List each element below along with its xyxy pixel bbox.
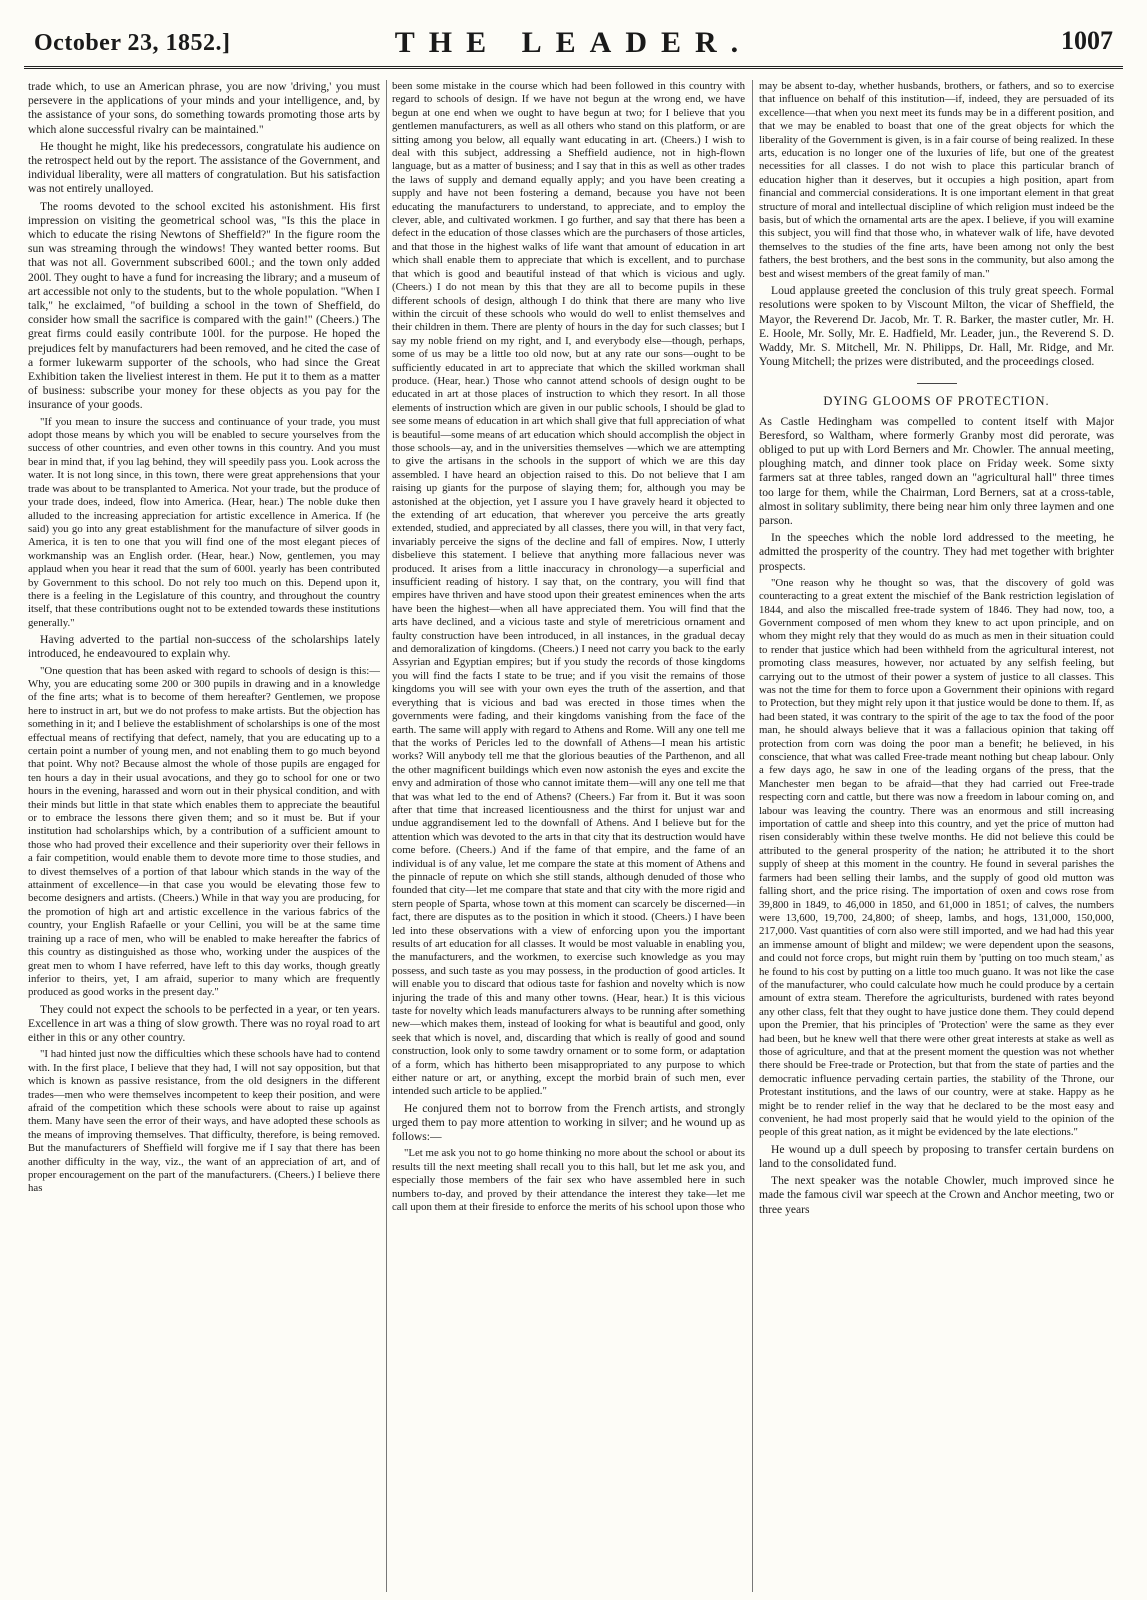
quoted-paragraph: "Let me ask you not to go home thinking no more about the school or about its results till the next meeting shall recall you to this hall, but let me ask you, and especially those members of the fair sex who have assembled here in such numbers to-day, and proved by their attendance the interest they take—let me call upon them at their fireside to enforce the merits of his school upon those who bbox=[392, 1147, 745, 1214]
newspaper-title: THE LEADER. bbox=[394, 26, 753, 59]
paragraph: He thought he might, like his predecessors, congratulate his audience on the retrospect held out by the report. The assistance of the Government, and individual liberality, were all matters of congratulation. But his satisfaction was not entirely unalloyed. bbox=[28, 139, 380, 196]
quoted-paragraph: "If you mean to insure the success and continuance of your trade, you must adopt those means by which you will be enabled to secure yourselves from the success of other countries, and even other towns in this country. And you must bear in mind that, if you lag behind, they will speedily pass you. Look across the water. It is not long since, in this town, there were great apprehensions that your trade was about to be transplanted to America. Not your trade, but the produce of your trade does, indeed, flow into America. (Hear, hear.) The noble duke then alluded to the increasing appreciation for artistic excellence in America. If (he said) you go into any great establishment for the manufacture of silver goods in America, it is ten to one that you will find one of the most elegant pieces of workmanship was an English order. (Hear, hear.) Now, gentlemen, you may applaud when you hear it read that the sum of 600l. yearly has been contributed by Government to this school. Do not rely too much on this. Depend upon it, there is a feeling in the Legislature of this country, and throughout the country itself, that these contributions ought not to be extended towards these institutions generally." bbox=[28, 415, 380, 629]
masthead bbox=[24, 18, 1123, 69]
quoted-paragraph: "I had hinted just now the difficulties which these schools have had to contend with. In the first place, I believe that they had, I will not say opposition, but that which is known as passive resistance, from the old designers in the different trades—men who were themselves incompetent to keep their position, and were afraid of the competition which these schools were about to raise up against them. Many have seen the error of their ways, and have adopted these schools as the means of improving themselves. That difficulty, therefore, is being removed. But the manufacturers of Sheffield will forgive me if I say that there has been another difficulty in the way, viz., the want of an appreciation of art, and of proper encouragement on the part of the manufacturers. (Cheers.) I believe there has bbox=[28, 1048, 380, 1195]
column-2 bbox=[392, 80, 745, 1592]
paragraph: trade which, to use an American phrase, you are now 'driving,' you must persevere in the applications of your minds and your intelligence, and, by the assistance of your sons, do something towards promoting those arts by which alone successful rivalry can be maintained." bbox=[28, 80, 380, 136]
quoted-paragraph: "One reason why he thought so was, that the discovery of gold was counteracting to a great extent the mischief of the Bank restriction legislation of 1844, and also the miscalled free-trade system of 1846. They had now, too, a Government composed of men whom they knew to act upon principle, and on whom they might rely that they would do as much as men in their situation could to render that justice which had been withheld from the agricultural interest, not promoting class measures, however, nor actuated by any selfish feeling, but carrying out to the utmost of their power a system of justice to all classes. This was not the time for them to force upon a Government their opinions with regard to Protection, but they might rely upon it that justice would be done to them. If, as had been stated, it was contrary to the spirit of the age to tax the food of the poor man, he should always believe that it was a fallacious opinion that taking off protection from corn was doing the poor man a benefit; he believed, in his conscience, that what was called Free-trade meant nothing but cheap labour. Only a few days ago, he saw in one of the leading organs of the press, that the Manchester men began to be afraid—that they had carried out Free-trade respecting corn and cattle, but there was now a freedom in labour coming on, and labour was leaving the country. There was an enormous and still increasing importation of cattle and sheep into this country, and yet the price of mutton had risen considerably within these twelve months. He did not believe this could be attributed to the general prosperity of the nation; he attributed it to the short supply of sheep at this moment in the country. He found in several parishes the farmers had been selling their lambs, and the supply of good old mutton was falling short, and the price rising. The importation of oxen and cows rose from 39,800 in 1849, to 46,000 in 1850, and 61,000 in 1851; of calves, the numbers were 13,600, 19,700, 24,800; of sheep, lambs, and hogs, 131,000, 150,000, 217,000. Vast quantities of corn also were still imported, and we had had this year an immense amount of blight and mildew; we were dependent upon the seasons, and could not force crops, but might ruin them by 'putting on too much steam,' as he found to his cost by putting on a little too much guano. It was not like the case of the manufacturer, who could calculate how much he could produce by a certain amount of extra steam. Therefore the agriculturists, burdened with rates beyond any other class, felt that they ought to have justice done them. They could depend upon the Premier, that his principles of 'Protection' were the same as they ever had been, but he knew well that there were other great interests at stake as well as those of agriculture, and that at the present moment the question was not whether there should be Free-trade or Protection, but that from the state of parties and the democratic influence pervading certain parties, the stability of the Throne, our Protestant institutions, and the laws of our country, were at stake. Happy as he might be to render relief in the way that he declared to be the most easy and convenient, he had most properly said that he would yield to the opinion of the people of this great nation, as it might be evidenced by the late elections." bbox=[759, 576, 1114, 1139]
article-columns bbox=[28, 80, 1120, 1592]
issue-date: October 23, 1852.] bbox=[34, 30, 231, 56]
page-number: 1007 bbox=[1061, 26, 1113, 55]
section-heading: DYING GLOOMS OF PROTECTION. bbox=[759, 383, 1114, 408]
paragraph: They could not expect the schools to be perfected in a year, or ten years. Excellence in art was a thing of slow growth. There was no royal road to art either in this or any other country. bbox=[28, 1002, 380, 1045]
quoted-paragraph: been some mistake in the course which had been followed in this country with regard to schools of design. If we have not begun at the wrong end, we have begun at one end when we ought to have begun at two; for I believe that you gentlemen manufacturers, as well as all others who stand on this platform, or are sitting among you below, all equally want educating in art. (Cheers.) I wish to deal with this subject, addressing a Sheffield audience, not in high-flown language, but as a matter of business; and I say that in this as well as other trades the laws of supply and demand equally apply; and you have been creating a supply and have not been fostering a demand, because you have not been educating the manufacturers to understand, to appreciate, and to employ the clever, able, and cultivated workmen. I go further, and say that there has been a defect in the education of those classes which are the purchasers of those articles, and that those in the highest walks of life want that amount of education in art which shall enable them to appreciate that which is excellent, and to purchase that which is good and beautiful instead of that which is vicious and ugly. (Cheers.) I do not mean by this that they are all to become pupils in these different schools of design, although I do think that there are many who live within the circuit of these schools who would do well to enlist themselves and their children in them. There are plenty of hours in the day for such classes; but I say my noble friend on my right, and I, and everybody else—though, perhaps, some of us may be a little too old now, but at any rate our sons—ought to be sufficiently educated in art to appreciate that which the skilled workman shall produce. (Hear, hear.) Those who cannot attend schools of design ought to be educated in art at those places of instruction to which they resort. In all those elements of instruction which are given in our public schools, I should be glad to see some means of education in art which shall give that full appreciation of what is beautiful—some means of art education which should accomplish the object in those schools—ay, and in the universities themselves —which we are attempting to give the artisans in the schools in the support of which we are this day assembled. I have heard an objection raised to this. Do not believe that I am raising up giants for the purpose of slaying them; for, although you may be astonished at the objection, yet I assure you I have gravely heard it objected to the extending of art education, that wherever you perceive the arts greatly extended, studied, and appreciated by all classes, there you will, in that very fact, invariably perceive the signs of the decline and fall of empires. Now, I utterly disbelieve this statement. I believe that anything more fallacious never was produced. It arises from a little inaccuracy in chronology—a superficial and insufficient reading of history. I say that, on the contrary, you will find that empires have thriven and have stood upon their greatest eminences when the arts have been the highest—when all have appreciated them. You will find that the arts have declined, and a vicious taste and style of meretricious ornament and faulty construction have been introduced, in all instances, in the gradual decay and demoralization of kingdoms. (Cheers.) I need not carry you back to the early Assyrian and Egyptian empires; but if you study the records of those kingdoms you will find the facts I state to be true; and if you visit the remains of those kingdoms you will see with your own eyes the truth of the assertion, and that everything that is vicious and bad was erected in those times when the governments were fading, and their kingdoms vanishing from the face of the earth. The same will apply with regard to Athens and Rome. Will any one tell me that the works of Pericles led to the downfall of Athens—I mean his artistic works? Will anybody tell me that the glorious beauties of the Parthenon, and all the other magnificent buildings which even now astonish the eyes and excite the envy and admiration of those who cannot imitate them—will any one tell me that that was what led to the end of Athens? (Cheers.) Far from it. But it was soon after that time that increased licentiousness and the thirst for unjust war and undue aggrandisement led to the downfall of Athens. And I believe but for the attention which was devoted to the arts in that city that its destruction would have come before. (Cheers.) And if the fame of that empire, and the fame of an individual is of any value, let me compare the state at this moment of Athens and the pinnacle of repute on which she still stands, although denuded of those who founded that city—let me compare that state and that city with the more rigid and stern people of Sparta, whose town at this moment can scarcely be discerned—in fact, there are disputes as to the position in which it stood. (Cheers.) I have been led into these observations with a view of enforcing upon you the important results of art education for all classes. It would be most valuable in enabling you, the manufacturers, and the workmen, to exercise such knowledge as you may possess, and such taste as you may possess, in the production of good articles. It will enable you to discard that odious taste for fashion and novelty which is now injuring the trade of this and many other towns. (Hear, hear.) It is this vicious taste for novelty which leads manufacturers always to be running after something new—which makes them, instead of looking for what is beautiful and good, only seek that which is novel, and, discarding that which is really of good and sound construction, look only to some tawdry ornament or to some form, or adaptation of a form, which has hitherto been misappropriated to any purpose to which either nature or art, or anything, except the morbid brain of such men, ever intended such article to be applied." bbox=[392, 80, 745, 1098]
paragraph: In the speeches which the noble lord addressed to the meeting, he admitted the prosperity of the country. They had met together with brighter prospects. bbox=[759, 531, 1114, 573]
paragraph: He conjured them not to borrow from the French artists, and strongly urged them to pay more attention to working in silver; and he wound up as follows:— bbox=[392, 1101, 745, 1144]
column-1 bbox=[28, 80, 380, 1592]
paragraph: The rooms devoted to the school excited his astonishment. His first impression on visiting the geometrical school was, "Is this the place in which to educate the rising Newtons of Sheffield?" In the figure room the sun was streaming through the windows! They wanted better rooms. But that was not all. Government subscribed 600l.; and the town only added 200l. They ought to have a fund for increasing the library; and a museum of art accessible not only to the students, but to the whole population. "When I talk," he exclaimed, "of building a school in the town of Sheffield, do consider how small the sacrifice is compared with the gain!" (Cheers.) The great firms could easily contribute 100l. for the purpose. He hoped the prejudices felt by manufacturers had been removed, and he cited the case of a former lukewarm supporter of the schools, who had since the Great Exhibition taken the liveliest interest in them. He put it to them as a matter of business: subscribe your money for these objects as you pay for the insurance of your goods. bbox=[28, 199, 380, 412]
column-3 bbox=[759, 80, 1114, 1592]
paragraph: As Castle Hedingham was compelled to content itself with Major Beresford, so Waltham, where formerly Granby most did perorate, was obliged to put up with Lord Berners and Mr. Chowler. The annual meeting, ploughing match, and dinner took place on Friday week. Some sixty farmers sat at three tables, ranged down an "agricultural hall" three times too large for them, while the Chairman, Lord Berners, sat at a cross-table, almost in solitary sublimity, there being near him only three laymen and one parson. bbox=[759, 414, 1114, 527]
paragraph: Having adverted to the partial non-success of the scholarships lately introduced, he endeavoured to explain why. bbox=[28, 633, 380, 661]
column-rule bbox=[752, 80, 753, 1592]
quoted-paragraph: "One question that has been asked with regard to schools of design is this:—Why, you are educating some 200 or 300 pupils in drawing and in a knowledge of the fine arts; what is to become of them hereafter? Gentlemen, we propose here to instruct in art, but we do not profess to make artists. But the objection has something in it; and I believe the establishment of scholarships is one of the most effectual means of rectifying that defect, namely, that you are educating up to a certain point a number of young men, and not enabling them to go much beyond that point. Why not? Because almost the whole of those pupils are engaged for ten hours a day in their usual avocations, and they go to school for one or two hours in the evening, harassed and worn out in their physical condition, and with their minds but little in that state which enables them to appreciate the beautiful or to embrace the lessons there given them; and so it must be. But if your institution had scholarships which, by a contribution of a sufficient amount to those who had proved their excellence and their superiority over their fellows in a fair competition, would enable them to devote more time to those studies, and to divest themselves of a portion of that labour which stands in the way of the attainment of excellence—in that case you would be elevating those few to become designers and artists. (Cheers.) While in that way you are producing, for the promotion of high art and artistic excellence in the various fabrics of the country, your English Rafaelle or your Cellini, you will be at the same time training up a race of men, who will be enabled to make hereafter the fabrics of this country as distinguished as those who, working under the auspices of the great men to whom I have referred, have left to this day works, though greatly inferior to theirs, yet, I am afraid, superior to many which are frequently produced as good works in the present day." bbox=[28, 664, 380, 999]
paragraph: The next speaker was the notable Chowler, much improved since he made the famous civil war speech at the Crown and Anchor meeting, two or three years bbox=[759, 1174, 1114, 1216]
paragraph: Loud applause greeted the conclusion of this truly great speech. Formal resolutions were spoken to by Viscount Milton, the vicar of Sheffield, the Mayor, the Reverend Dr. Jacob, Mr. T. R. Barker, the master cutler, Mr. H. E. Hoole, Mr. Solly, Mr. E. Hadfield, Mr. Leader, jun., the Reverend S. D. Waddy, Mr. S. Mitchell, Mr. N. Philipps, Dr. Hall, Mr. Ridge, and Mr. Young Mitchell; the prizes were distributed, and the proceedings closed. bbox=[759, 284, 1114, 369]
quoted-paragraph: may be absent to-day, whether husbands, brothers, or fathers, and so to exercise that influence on behalf of this institution—if, indeed, they are persuaded of its excellence—that when you next meet its funds may be in a different position, and that we may be enabled to boast that one of the great objects for which the liberality of the Government is given, is in a fair course of being realized. In these arts, education is no longer one of the luxuries of life, but one of the greatest necessities for all classes. I do not wish to place this particular branch of education higher than it deserves, but it occupies a high position, apart from financial and commercial considerations. It is one important element in that great structure of moral and intellectual discipline of which religion must indeed be the basis, but of which the ornamental arts are the apex. I believe, if you will examine this subject, you will find that those who, in whatever walk of life, have devoted themselves to the studies of the fine arts, have been among not only the best fathers, the best brothers, and the best sons in the community, but also among the best and wisest members of the great family of man." bbox=[759, 80, 1114, 280]
column-rule bbox=[386, 80, 387, 1592]
paragraph: He wound up a dull speech by proposing to transfer certain burdens on land to the consolidated fund. bbox=[759, 1142, 1114, 1171]
